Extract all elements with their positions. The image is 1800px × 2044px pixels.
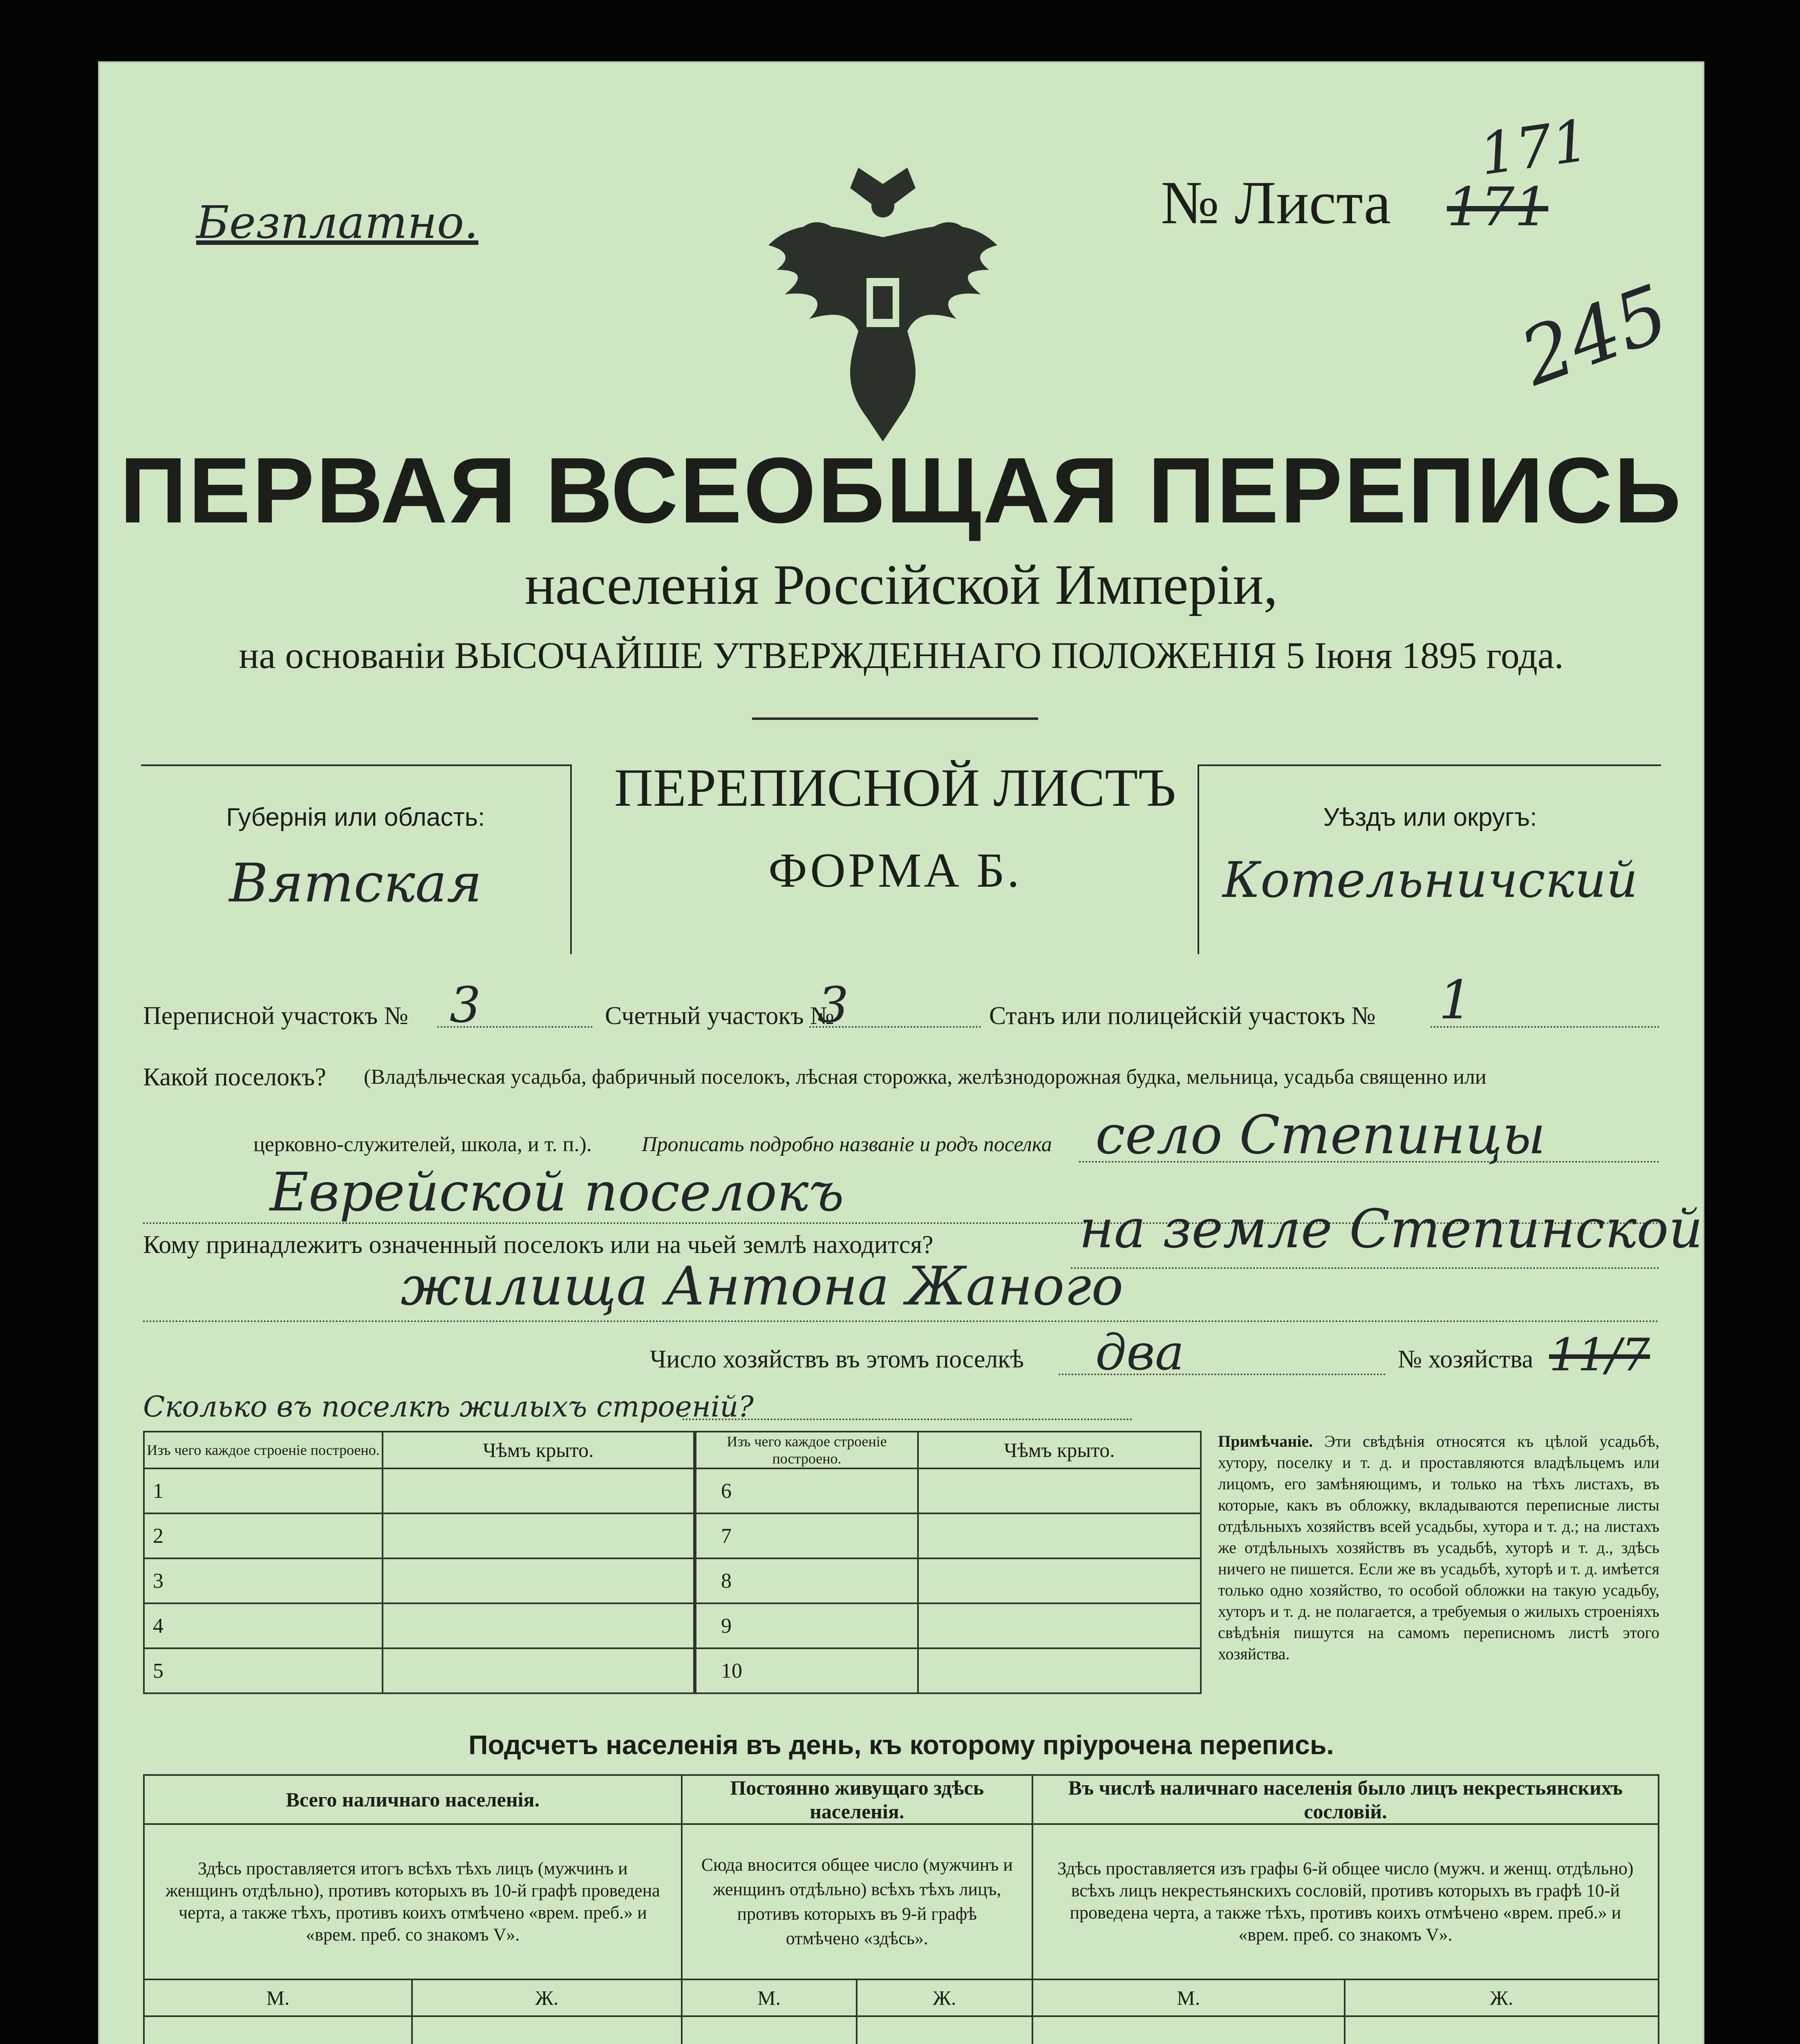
owner-question: Кому принадлежитъ означенный поселокъ или на чьей землѣ находится? [143, 1231, 934, 1259]
row-number: 5 [144, 1648, 383, 1693]
tally-col2-text: Сюда вносится общее число (мужчинъ и женщинъ отдѣльно) всѣхъ тѣхъ лицъ, противъ которыхъ въ 9-й графѣ отмѣчено «здѣсь». [682, 1824, 1032, 1979]
legal-basis-line: на основаніи ВЫСОЧАЙШЕ УТВЕРЖДЕННАГО ПОЛОЖЕНІЯ 5 Іюня 1895 года. [239, 634, 1564, 676]
col-roof-header: Чѣмъ крыто. [918, 1432, 1201, 1468]
stan-label: Станъ или полицейскій участокъ № [989, 1002, 1376, 1030]
census-form-sheet [98, 61, 1704, 2044]
tally-m-header: М. [1032, 1979, 1345, 2016]
census-district-label: Переписной участокъ № [143, 1002, 408, 1030]
settlement-value-1[interactable]: село Степинцы [1095, 1104, 1546, 1166]
households-line [1059, 1374, 1386, 1375]
settlement-hint-italic: Прописать подробно названіе и родъ поселка [642, 1133, 1052, 1156]
buildings-question: Сколько въ поселкѣ жилыхъ строеній? [143, 1390, 754, 1423]
row-number: 9 [696, 1603, 918, 1648]
tally-col1-text: Здѣсь проставляется итогъ всѣхъ тѣхъ лицъ (мужчинъ и женщинъ отдѣльно), противъ которыхъ въ 10-й графѣ проведена черта, а также тѣхъ, противъ коихъ отмѣчено «врем. преб.» и «врем. преб. со знакомъ V». [144, 1824, 682, 1979]
row-number: 7 [696, 1513, 918, 1558]
tally-col1-header: Всего наличнаго населенія. [144, 1775, 682, 1824]
col-material-header: Изъ чего каждое строеніе построено. [144, 1432, 383, 1468]
note-text: Эти свѣдѣнія относятся къ цѣлой усадьбѣ, хутору, поселку и т. д. и проставляются владѣльцемъ или лицомъ, его замѣняющимъ, и только на тѣхъ листахъ, въ которые, какъ въ обложку, вкладываются переписные листы отдѣльныхъ хозяйствъ всей усадьбы, хутора и т. д.; на листахъ же отдѣльныхъ хозяйствъ въ усадьбѣ, хуторѣ и т. д., здѣсь ничего не пишется. Если же въ усадьбѣ, хуторѣ и т. д. имѣется только одно хозяйство, то особой обложки на такую усадьбу, хуторъ и т. д. не полагается, а требуемыя о жилыхъ строеніяхъ свѣдѣнія пишутся на самомъ переписномъ листѣ этого хозяйства. [1218, 1432, 1659, 1663]
tally-table [143, 1774, 1659, 2044]
census-district-line [437, 1026, 593, 1028]
gubernia-label: Губернія или область: [226, 803, 485, 831]
tally-cell[interactable] [857, 2016, 1032, 2044]
title-divider [752, 717, 1038, 720]
gubernia-value: Вятская [229, 852, 482, 914]
row-number: 10 [696, 1648, 918, 1693]
double-headed-eagle-emblem [728, 155, 1038, 466]
uezd-label: Уѣздъ или округъ: [1323, 803, 1537, 831]
uezd-value: Котельничский [1222, 852, 1638, 909]
form-type: ФОРМА Б. [768, 843, 1022, 897]
count-district-label: Счетный участокъ № [605, 1002, 835, 1030]
owner-value-1[interactable]: на земле Степинской [1079, 1198, 1703, 1260]
owner-line-1 [1071, 1267, 1659, 1269]
settlement-hint-2: церковно-служителей, школа, и т. п.). [253, 1133, 592, 1156]
roof-cell[interactable] [918, 1603, 1201, 1648]
settlement-value-2[interactable]: Еврейской поселокъ [270, 1161, 844, 1223]
uezd-box [1198, 764, 1661, 954]
main-title: ПЕРВАЯ ВСЕОБЩАЯ ПЕРЕПИСЬ [120, 439, 1683, 542]
tally-cell[interactable] [412, 2016, 682, 2044]
tally-m-header: М. [682, 1979, 857, 2016]
roof-cell[interactable] [918, 1558, 1201, 1603]
roof-cell[interactable] [918, 1648, 1201, 1693]
tally-f-header: Ж. [412, 1979, 682, 2016]
buildings-table-right [695, 1431, 1202, 1694]
roof-cell[interactable] [383, 1648, 694, 1693]
row-number: 4 [144, 1603, 383, 1648]
count-district-line [809, 1026, 981, 1028]
row-number: 1 [144, 1468, 383, 1513]
free-label: Безплатно. [196, 196, 479, 249]
roof-cell[interactable] [383, 1603, 694, 1648]
census-district-value[interactable]: 3 [450, 977, 481, 1034]
households-value[interactable]: два [1095, 1325, 1184, 1381]
note-lead: Примѣчаніе. [1218, 1432, 1313, 1450]
tally-col3-text: Здѣсь проставляется изъ графы 6-й общее число (мужч. и женщ. отдѣльно) всѣхъ лицъ некрестьянскихъ сословій, противъ которыхъ въ графѣ 10-й проведена черта, а также тѣхъ, противъ коихъ отмѣчено «врем. преб.» и «врем. преб. со знакомъ V». [1032, 1824, 1659, 1979]
tally-col3-header: Въ числѣ наличнаго населенія было лицъ некрестьянскихъ сословій. [1032, 1775, 1659, 1824]
owner-value-2[interactable]: жилища Антона Жаного [401, 1255, 1124, 1317]
settlement-hint-1: (Владѣльческая усадьба, фабричный поселокъ, лѣсная сторожка, желѣзнодорожная будка, мельница, усадьба священно или [364, 1065, 1487, 1089]
tally-col2-header: Постоянно живущаго здѣсь населенія. [682, 1775, 1032, 1824]
stan-line [1431, 1026, 1659, 1028]
tally-title: Подсчетъ населенія въ день, къ которому пріурочена перепись. [468, 1730, 1334, 1760]
settlement-line-1 [1079, 1161, 1659, 1163]
buildings-line [683, 1419, 1132, 1420]
row-number: 3 [144, 1558, 383, 1603]
stan-value[interactable]: 1 [1439, 969, 1473, 1031]
household-no-label: № хозяйства [1398, 1345, 1534, 1373]
tally-f-header: Ж. [857, 1979, 1032, 2016]
row-number: 6 [696, 1468, 918, 1513]
col-roof-header: Чѣмъ крыто. [383, 1432, 694, 1468]
row-number: 2 [144, 1513, 383, 1558]
roof-cell[interactable] [918, 1513, 1201, 1558]
tally-cell[interactable] [682, 2016, 857, 2044]
tally-cell[interactable] [1032, 2016, 1345, 2044]
gubernia-box [141, 764, 572, 954]
stamp-number: 245 [1509, 267, 1680, 403]
note-block [1218, 1431, 1659, 1665]
row-number: 8 [696, 1558, 918, 1603]
buildings-table-left [143, 1431, 695, 1694]
subtitle: населенія Россійской Имперіи, [524, 553, 1278, 616]
sheet-number-handwritten: 171 [1475, 107, 1593, 188]
count-district-value[interactable]: 3 [817, 977, 849, 1034]
col-material-header: Изъ чего каждое строеніе построено. [696, 1432, 918, 1468]
sheet-number-printed: 171 [1447, 176, 1549, 238]
roof-cell[interactable] [383, 1513, 694, 1558]
roof-cell[interactable] [918, 1468, 1201, 1513]
sheet-number-label: № Листа [1161, 169, 1391, 237]
tally-cell[interactable] [1345, 2016, 1659, 2044]
roof-cell[interactable] [383, 1468, 694, 1513]
household-no-value[interactable]: 11/7 [1549, 1329, 1650, 1381]
settlement-question: Какой поселокъ? [143, 1063, 326, 1091]
tally-cell[interactable] [144, 2016, 412, 2044]
tally-f-header: Ж. [1345, 1979, 1659, 2016]
households-label: Число хозяйствъ въ этомъ поселкѣ [650, 1345, 1024, 1373]
roof-cell[interactable] [383, 1558, 694, 1603]
tally-m-header: М. [144, 1979, 412, 2016]
owner-line-2 [143, 1320, 1659, 1322]
form-name: ПЕРЕПИСНОЙ ЛИСТЪ [614, 758, 1176, 818]
